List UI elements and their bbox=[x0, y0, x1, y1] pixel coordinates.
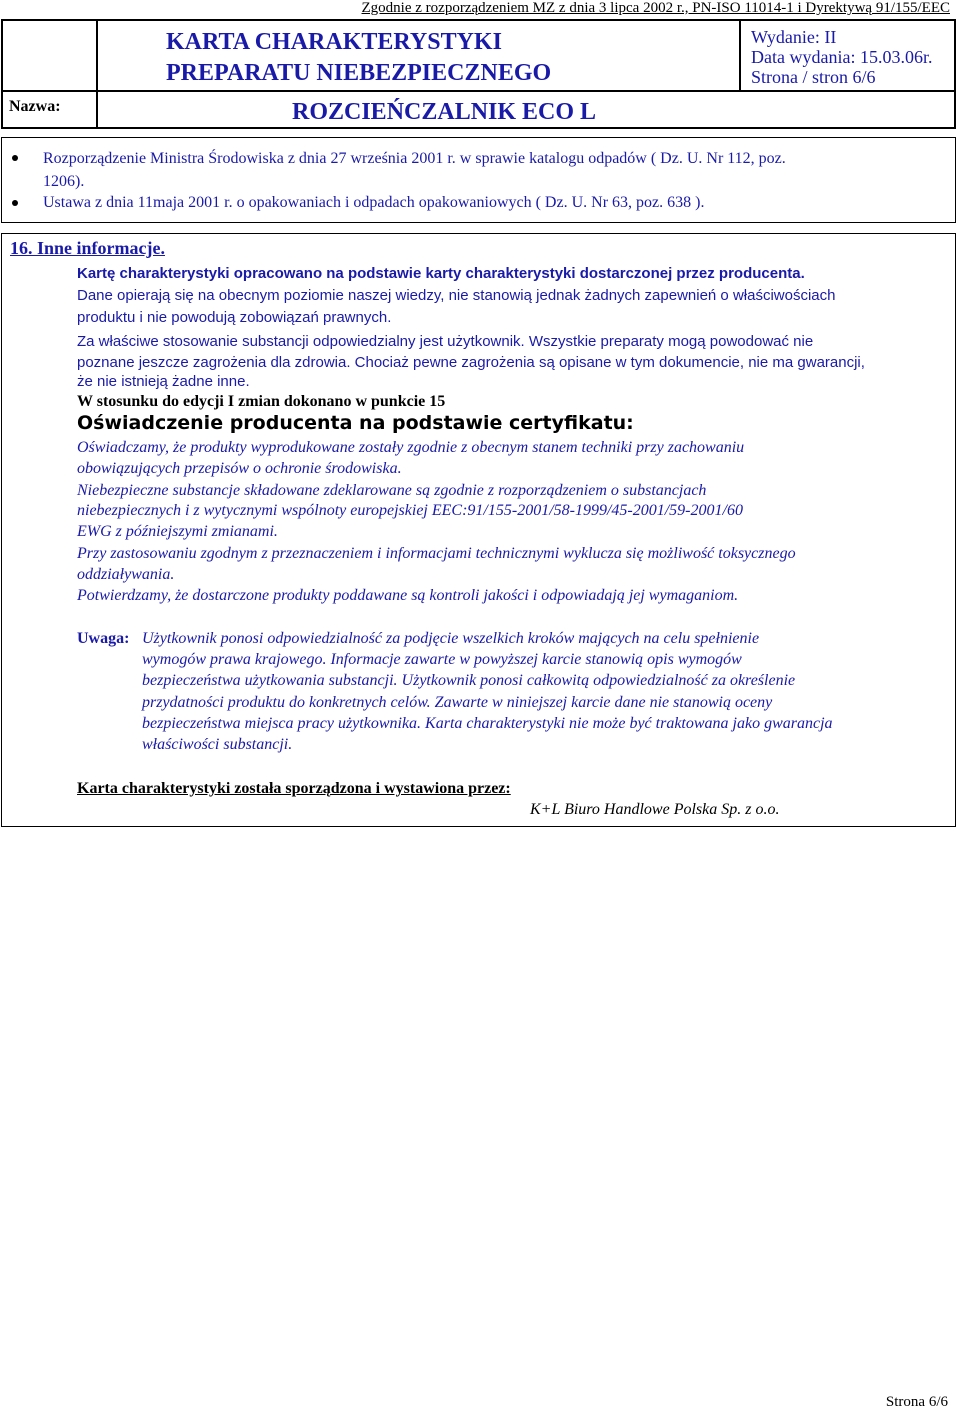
edition: Wydanie: II bbox=[751, 27, 837, 47]
warning-line: bezpieczeństwa miejsca pracy użytkownika. Karta charakterystyki nie może być traktowana jako gwarancja bbox=[142, 715, 833, 732]
document-title-line2: PREPARATU NIEBEZPIECZNEGO bbox=[166, 60, 552, 86]
section-heading: 16. Inne informacje. bbox=[10, 238, 165, 258]
paragraph-line: Za właściwe stosowanie substancji odpowiedzialny jest użytkownik. Wszystkie preparaty mogą powodować nie bbox=[77, 333, 814, 350]
paragraph-line: poznane jeszcze zagrożenia dla zdrowia. Chociaż pewne zagrożenia są opisane w tym dokumencie, nie ma gwarancji, bbox=[77, 354, 865, 371]
declaration-line: Przy zastosowaniu zgodnym z przeznaczeniem i informacjami technicznymi wyklucza się możliwość toksycznego bbox=[77, 545, 796, 562]
declaration-heading: Oświadczenie producenta na podstawie certyfikatu: bbox=[77, 412, 634, 434]
declaration-line: oddziaływania. bbox=[77, 566, 175, 583]
warning-line: wymogów prawa krajowego. Informacje zawarte w powyższej karcie stanowią opis wymogów bbox=[142, 651, 742, 668]
paragraph-line: Dane opierają się na obecnym poziomie naszej wiedzy, nie stanowią jednak żadnych zapewnień o właściwościach bbox=[77, 287, 836, 304]
list-item: Ustawa z dnia 11maja 2001 r. o opakowaniach i odpadach opakowaniowych ( Dz. U. Nr 63, poz. 638 ). bbox=[43, 194, 705, 211]
prepared-by-label: Karta charakterystyki została sporządzona i wystawiona przez: bbox=[77, 780, 511, 797]
name-label: Nazwa: bbox=[9, 98, 61, 115]
declaration-line: Potwierdzamy, że dostarczone produkty poddawane są kontroli jakości i odpowiadają jej wymaganiom. bbox=[77, 587, 739, 604]
page-footer: Strona 6/6 bbox=[885, 1394, 948, 1410]
lead-statement: Kartę charakterystyki opracowano na podstawie karty charakterystyki dostarczonej przez producenta. bbox=[77, 265, 805, 282]
document-title-line1: KARTA CHARAKTERYSTYKI bbox=[166, 29, 502, 55]
declaration-line: obowiązujących przepisów o ochronie środowiska. bbox=[77, 460, 402, 477]
page-indicator: Strona / stron 6/6 bbox=[751, 67, 876, 87]
list-item-continuation: 1206). bbox=[43, 173, 85, 190]
issue-date: Data wydania: 15.03.06r. bbox=[751, 47, 933, 67]
warning-line: przydatności produktu do konkretnych celów. Zawarte w niniejszej karcie dane nie stanowią oceny bbox=[142, 694, 773, 711]
paragraph-line: produktu i nie powodują zobowiązań prawnych. bbox=[77, 309, 392, 326]
warning-line: bezpieczeństwa użytkowania substancji. Użytkownik ponosi całkowitą odpowiedzialność za określenie bbox=[142, 672, 796, 689]
header-divider bbox=[96, 21, 98, 127]
warning-line: właściwości substancji. bbox=[142, 736, 293, 753]
header-divider bbox=[3, 90, 954, 92]
document-header bbox=[1, 19, 956, 129]
warning-label: Uwaga: bbox=[77, 630, 130, 647]
declaration-line: Niebezpieczne substancje składowane zdeklarowane są zgodnie z rozporządzeniem o substancjach bbox=[77, 482, 707, 499]
product-name: ROZCIEŃCZALNIK ECO L bbox=[292, 99, 597, 125]
warning-line: Użytkownik ponosi odpowiedzialność za podjęcie wszelkich kroków mających na celu spełnienie bbox=[142, 630, 760, 647]
declaration-line: EWG z późniejszymi zmianami. bbox=[77, 523, 278, 540]
list-item: Rozporządzenie Ministra Środowiska z dnia 27 września 2001 r. w sprawie katalogu odpadów ( Dz. U. Nr 112, poz. bbox=[43, 150, 786, 167]
bullet-icon bbox=[12, 200, 18, 206]
regulation-note: Zgodnie z rozporządzeniem MZ z dnia 3 lipca 2002 r., PN-ISO 11014-1 i Dyrektywą 91/155/EEC bbox=[361, 0, 950, 16]
changes-note: W stosunku do edycji I zmian dokonano w punkcie 15 bbox=[77, 393, 446, 410]
bullet-icon bbox=[12, 155, 18, 161]
declaration-line: Oświadczamy, że produkty wyprodukowane zostały zgodnie z obecnym stanem techniki przy zachowaniu bbox=[77, 439, 745, 456]
paragraph-line: że nie istnieją żadne inne. bbox=[77, 373, 250, 390]
prepared-by-company: K+L Biuro Handlowe Polska Sp. z o.o. bbox=[530, 801, 780, 818]
header-divider bbox=[739, 21, 741, 90]
declaration-line: niebezpiecznych i z wytycznymi wspólnoty europejskiej EEC:91/155-2001/58-1999/45-2001/59-2001/60 bbox=[77, 502, 743, 519]
